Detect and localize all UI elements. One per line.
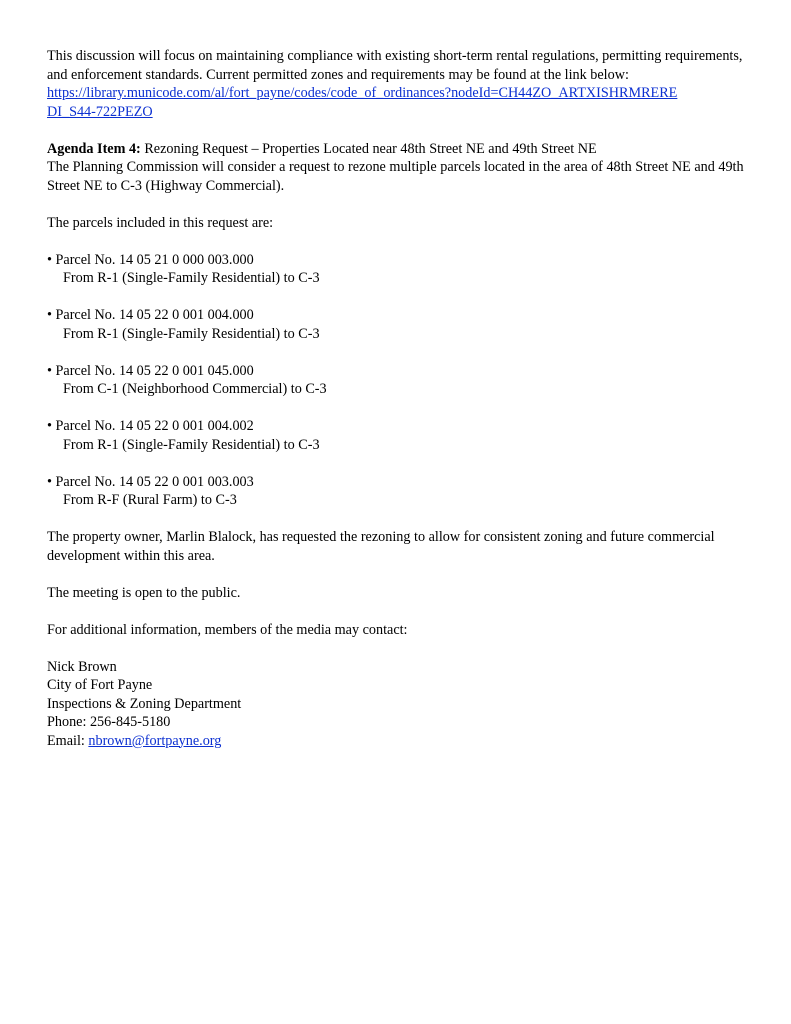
- contact-email-link[interactable]: nbrown@fortpayne.org: [88, 732, 222, 749]
- contact-name: Nick Brown: [47, 658, 117, 675]
- contact-org: City of Fort Payne: [47, 677, 153, 693]
- parcel-number: • Parcel No. 14 05 22 0 001 003.003: [47, 473, 254, 490]
- parcel-item: [47, 417, 747, 454]
- contact-email-label: Email:: [47, 732, 89, 749]
- agenda-item-4-heading: [47, 140, 747, 196]
- agenda-item-label: Agenda Item 4:: [47, 140, 141, 157]
- parcel-zoning-change: From C-1 (Neighborhood Commercial) to C-3: [63, 381, 327, 397]
- intro-paragraph: [47, 47, 747, 121]
- media-contact-intro: For additional information, members of the media may contact:: [47, 621, 408, 638]
- parcel-item: [47, 306, 747, 343]
- document-page: [47, 47, 747, 750]
- municode-link-line-2[interactable]: DI_S44-722PEZO: [47, 103, 153, 120]
- contact-department: Inspections & Zoning Department: [47, 695, 242, 712]
- parcel-item: [47, 251, 747, 288]
- intro-text: This discussion will focus on maintaining compliance with existing short-term rental regulations, permitting requirements, and enforcement standards. Current permitted zones and requirements may be found at the link below:: [47, 48, 743, 83]
- parcel-zoning-change: From R-1 (Single-Family Residential) to C-3: [63, 436, 320, 453]
- municode-link-line-1[interactable]: https://library.municode.com/al/fort_payne/codes/code_of_ordinances?nodeId=CH44ZO_ARTXISHRMRERE: [47, 85, 678, 101]
- owner-paragraph: The property owner, Marlin Blalock, has requested the rezoning to allow for consistent zoning and future commercial development within this area.: [47, 529, 715, 564]
- parcel-number: • Parcel No. 14 05 22 0 001 004.000: [47, 307, 254, 323]
- contact-block: [47, 658, 747, 751]
- agenda-item-description: The Planning Commission will consider a request to rezone multiple parcels located in the area of 48th Street NE and 49th Street NE to C-3 (Highway Commercial).: [47, 159, 744, 194]
- parcel-number: • Parcel No. 14 05 22 0 001 045.000: [47, 362, 254, 379]
- public-notice: The meeting is open to the public.: [47, 584, 241, 601]
- agenda-item-title: Rezoning Request – Properties Located near 48th Street NE and 49th Street NE: [140, 140, 597, 157]
- parcel-number: • Parcel No. 14 05 22 0 001 004.002: [47, 418, 254, 434]
- parcel-zoning-change: From R-F (Rural Farm) to C-3: [63, 492, 237, 508]
- parcel-item: [47, 473, 747, 510]
- parcel-number: • Parcel No. 14 05 21 0 000 003.000: [47, 251, 254, 268]
- parcel-item: [47, 362, 747, 399]
- parcel-zoning-change: From R-1 (Single-Family Residential) to C-3: [63, 270, 320, 286]
- contact-email-line: [47, 732, 747, 751]
- parcel-list: [47, 251, 747, 510]
- contact-phone: Phone: 256-845-5180: [47, 714, 171, 730]
- municode-link[interactable]: [47, 85, 677, 120]
- parcel-zoning-change: From R-1 (Single-Family Residential) to C-3: [63, 325, 320, 342]
- parcels-intro: The parcels included in this request are:: [47, 214, 274, 231]
